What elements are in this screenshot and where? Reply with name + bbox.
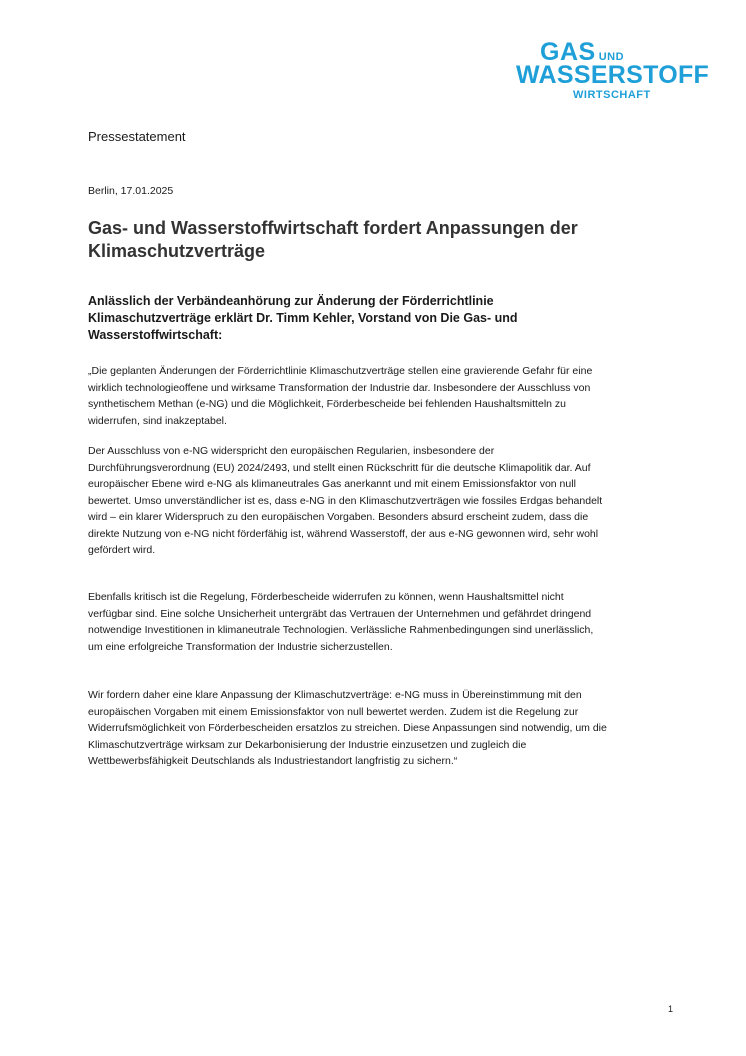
document-type-label: Pressestatement (88, 129, 186, 144)
document-date: Berlin, 17.01.2025 (88, 185, 174, 197)
body-paragraph: „Die geplanten Änderungen der Förderrichtlinie Klimaschutzverträge stellen eine gravierende Gefahr für eine wirklich technologieoffene und wirksame Transformation der Industrie dar. Insbesondere der Ausschluss von synthetischem Methan (e-NG) und die Möglichkeit, Förderbescheide bei fehlenden Haushaltsmitteln zu widerrufen, sind inakzeptabel. (88, 365, 593, 427)
lead-paragraph: Anlässlich der Verbändeanhörung zur Änderung der Förderrichtlinie Klimaschutzverträge erklärt Dr. Timm Kehler, Vorstand von Die Gas- und Wasserstoffwirtschaft: (88, 294, 518, 342)
logo-text-gas: GAS (540, 38, 596, 66)
page-number: 1 (668, 1004, 674, 1014)
press-headline: Gas- und Wasserstoffwirtschaft fordert Anpassungen der Klimaschutzverträge (88, 218, 578, 261)
logo-text-wasserstoff: WASSERSTOFF (516, 61, 710, 89)
body-paragraph: Ebenfalls kritisch ist die Regelung, Förderbescheide widerrufen zu können, wenn Haushaltsmittel nicht verfügbar sind. Eine solche Unsicherheit untergräbt das Vertrauen der Unternehmen und gefährdet dringend notwendige Investitionen in klimaneutrale Technologien. Verlässliche Rahmenbedingungen sind unerlässlich, um eine erfolgreiche Transformation der Industrie sicherzustellen. (88, 591, 594, 653)
body-paragraph: Wir fordern daher eine klare Anpassung der Klimaschutzverträge: e-NG muss in Übereinstimmung mit den europäischen Vorgaben mit einem Emissionsfaktor von null bewertet werden. Zudem ist die Regelung zur Widerrufsmöglichkeit von Förderbescheiden ersatzlos zu streichen. Diese Anpassungen sind notwendig, um die Klimaschutzverträge wirksam zur Dekarbonisierung der Industrie einzusetzen und zugleich die Wettbewerbsfähigkeit Deutschlands als Industriestandort langfristig zu sichern.“ (88, 689, 607, 767)
logo-text-und: UND (598, 51, 625, 63)
organization-logo (516, 38, 710, 102)
logo-text-wirtschaft: WIRTSCHAFT (573, 89, 651, 101)
body-paragraph: Der Ausschluss von e-NG widerspricht den europäischen Regularien, insbesondere der Durchführungsverordnung (EU) 2024/2493, und stellt einen Rückschritt für die deutsche Klimapolitik dar. Auf europäischer Ebene wird e-NG als klimaneutrales Gas anerkannt und mit einem Emissionsfaktor von null bewertet. Umso unverständlicher ist es, dass e-NG in den Klimaschutzverträgen wie fossiles Erdgas behandelt wird – ein klarer Widerspruch zu den europäischen Vorgaben. Besonders absurd erscheint zudem, dass die direkte Nutzung von e-NG nicht förderfähig ist, während Wasserstoff, der aus e-NG gewonnen wird, sehr wohl gefördert wird. (88, 445, 603, 556)
